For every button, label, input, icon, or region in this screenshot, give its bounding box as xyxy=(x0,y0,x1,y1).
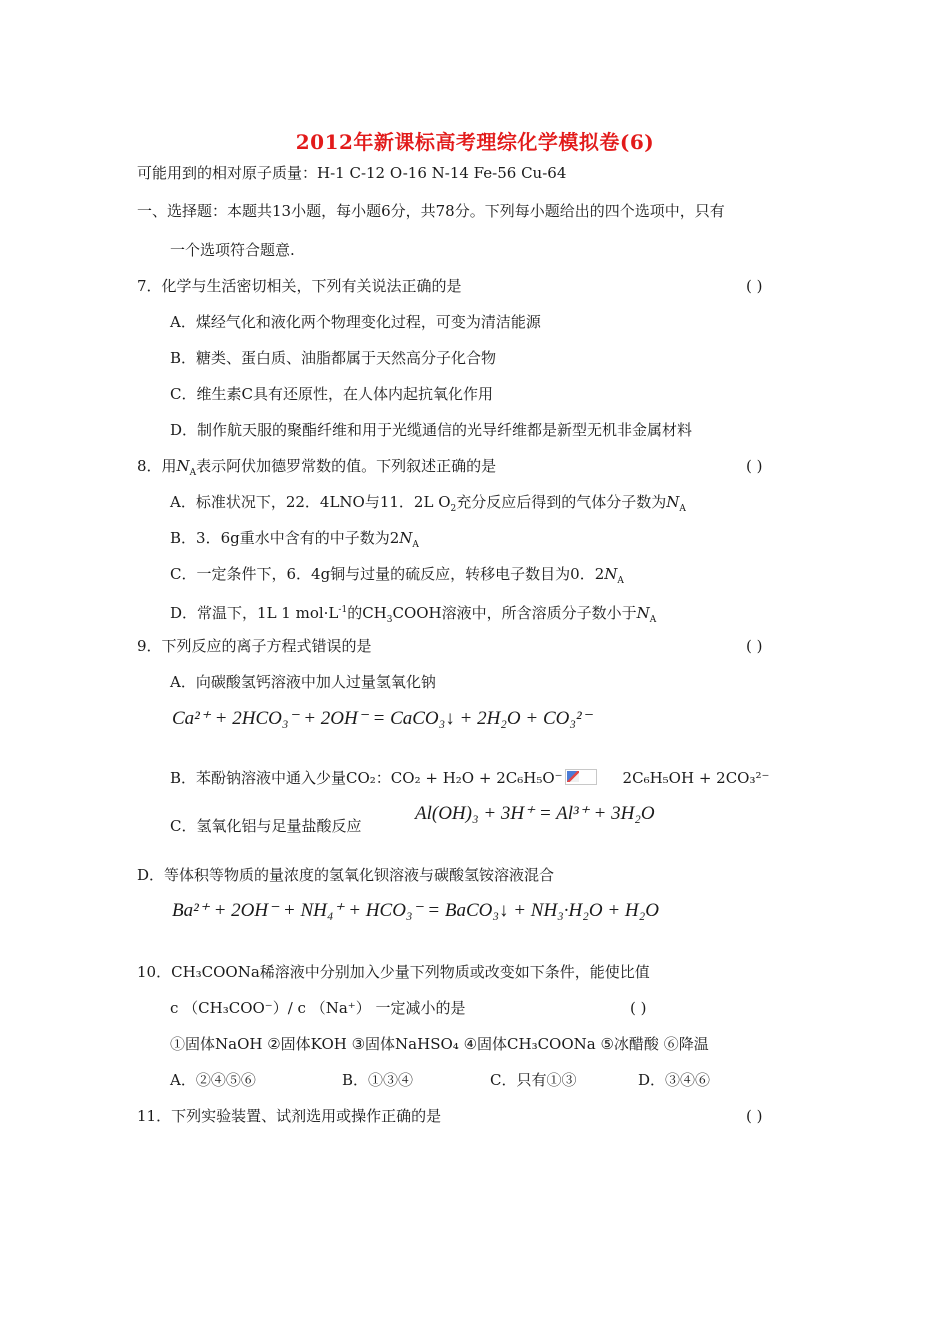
na-symbol: N xyxy=(176,457,190,475)
q8-option-c: C．一定条件下，6．4g铜与过量的硫反应，转移电子数目为0．$2N_A$ xyxy=(170,565,624,586)
q10-option-d: D．③④⑥ xyxy=(638,1071,711,1089)
q9-answer-bracket[interactable]: ( ) xyxy=(746,637,763,655)
section-heading-line1: 一、选择题：本题共13小题，每小题6分，共78分。下列每小题给出的四个选项中，只有 xyxy=(137,202,725,220)
q8-answer-bracket[interactable]: ( ) xyxy=(746,457,763,475)
q9-option-c-equation: Al(OH)₃ + 3H⁺ = Al³⁺ + 3H₂O xyxy=(415,803,655,824)
q11-stem: 11．下列实验装置、试剂选用或操作正确的是 xyxy=(137,1107,442,1125)
q10-option-b: B．①③④ xyxy=(342,1071,414,1089)
q9-stem: 9．下列反应的离子方程式错误的是 xyxy=(137,637,372,655)
q7-answer-bracket[interactable]: ( ) xyxy=(746,277,763,295)
broken-image-icon xyxy=(565,769,597,785)
q10-option-a: A．②④⑤⑥ xyxy=(170,1071,256,1089)
q9-option-a: A．向碳酸氢钙溶液中加人过量氢氧化钠 xyxy=(170,673,436,691)
q10-answer-bracket[interactable]: ( ) xyxy=(630,999,647,1017)
q7-option-b: B．糖类、蛋白质、油脂都属于天然高分子化合物 xyxy=(170,349,497,367)
q7-option-d: D．制作航天服的聚酯纤维和用于光缆通信的光导纤维都是新型无机非金属材料 xyxy=(170,421,693,439)
q9-option-a-equation: Ca²⁺ + 2HCO₃⁻ + 2OH⁻ = CaCO₃↓ + 2H₂O + CO₃²⁻ xyxy=(172,708,592,729)
q10-stem: 10．CH₃COONa稀溶液中分别加入少量下列物质或改变如下条件，能使比值 xyxy=(137,963,650,981)
q8-option-d: D．常温下，1L 1 $mol\cdot L^{-1}$的$CH_3COOH$溶液中，所含溶质分子数小于$N_A$ xyxy=(170,604,657,625)
q9-option-d: D．等体积等物质的量浓度的氢氧化钡溶液与碳酸氢铵溶液混合 xyxy=(137,866,555,884)
q8-stem: 8．用$N_A$表示阿伏加德罗常数的值。下列叙述正确的是 xyxy=(137,457,497,478)
q7-option-c: C．维生素C具有还原性，在人体内起抗氧化作用 xyxy=(170,385,493,403)
atomic-masses: 可能用到的相对原子质量：H-1 C-12 O-16 N-14 Fe-56 Cu-64 xyxy=(137,164,567,182)
q10-ratio: c （CH₃COO⁻）/ c （Na⁺） 一定减小的是 xyxy=(170,999,466,1017)
q10-conditions: ①固体NaOH ②固体KOH ③固体NaHSO₄ ④固体CH₃COONa ⑤冰醋酸 ⑥降温 xyxy=(170,1035,709,1053)
q7-option-a: A．煤经气化和液化两个物理变化过程，可变为清洁能源 xyxy=(170,313,541,331)
q8-option-a: A．标准状况下，22．4LNO与11．2L $O_2$充分反应后得到的气体分子数为$N_A$ xyxy=(170,493,686,514)
q8-option-b: B．3．6g重水中含有的中子数为$2N_A$ xyxy=(170,529,419,550)
q9-option-d-equation: Ba²⁺ + 2OH⁻ + NH₄⁺ + HCO₃⁻ = BaCO₃↓ + NH₃·H₂O + H₂O xyxy=(172,900,659,921)
q10-option-c: C．只有①③ xyxy=(490,1071,577,1089)
q7-stem: 7．化学与生活密切相关，下列有关说法正确的是 xyxy=(137,277,462,295)
q9-option-b: B．苯酚钠溶液中通入少量CO₂：CO₂ + H₂O + 2C₆H₅O⁻ 2C₆H₅OH + 2CO₃²⁻ xyxy=(170,769,770,787)
q11-answer-bracket[interactable]: ( ) xyxy=(746,1107,763,1125)
page-title: 2012年新课标高考理综化学模拟卷(6) xyxy=(295,130,655,154)
section-heading-line2: 一个选项符合题意. xyxy=(170,241,295,259)
q9-option-c: C．氢氧化铝与足量盐酸反应 xyxy=(170,817,362,835)
